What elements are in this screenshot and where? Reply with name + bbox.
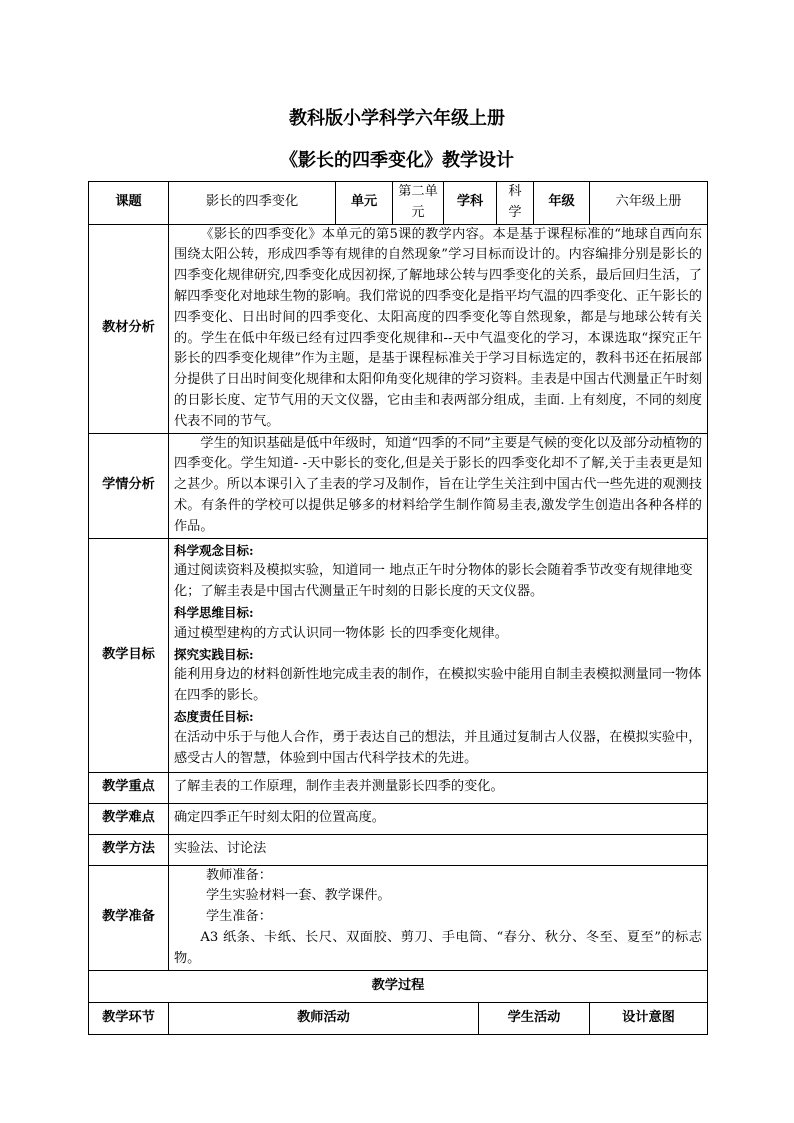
- goal-text: 在活动中乐于与他人合作，勇于表达自己的想法，并且通过复制古人仪器，在模拟实验中，感受古人的智慧，体验到中国古代科学技术的先进。: [174, 729, 702, 766]
- learner-analysis-label: 学情分析: [89, 433, 169, 538]
- subject-label: 学科: [444, 182, 497, 225]
- process-col-stage: 教学环节: [89, 1002, 169, 1034]
- key-point-text: 了解圭表的工作原理，制作圭表并测量影长四季的变化。: [169, 772, 708, 803]
- process-col-teacher: 教师活动: [169, 1002, 479, 1034]
- method-text: 实验法、讨论法: [169, 834, 708, 865]
- difficulty-label: 教学难点: [89, 803, 169, 834]
- key-point-row: [89, 772, 708, 803]
- grade-value: 六年级上册: [590, 182, 708, 225]
- goal-heading: 态度责任目标:: [174, 709, 254, 725]
- teacher-prep-heading: 教师准备：: [206, 867, 272, 883]
- grade-label: 年级: [534, 182, 590, 225]
- process-col-intent: 设计意图: [590, 1002, 708, 1034]
- difficulty-text: 确定四季正午时刻太阳的位置高度。: [169, 803, 708, 834]
- document-title: 教科版小学科学六年级上册: [289, 108, 505, 129]
- goal-heading: 科学观念目标:: [174, 542, 254, 558]
- goal-text: 能利用身边的材料创新性地完成圭表的制作，在模拟实验中能用自制圭表模拟测量同一物体在四季的影长。: [174, 667, 702, 704]
- goal-heading: 探究实践目标:: [174, 646, 254, 662]
- lesson-plan-table: [88, 181, 708, 1035]
- teaching-goals-content: [169, 538, 708, 772]
- document-subtitle: 《影长的四季变化》教学设计: [280, 150, 514, 171]
- unit-label: 单元: [336, 182, 393, 225]
- subject-value: 科学: [497, 182, 534, 225]
- student-prep-text: A3 纸条、卡纸、长尺、双面胶、剪刀、手电筒、“春分、秋分、冬至、夏至”的标志物。: [174, 929, 702, 966]
- learner-analysis-text: 学生的知识基础是低中年级时，知道“四季的不同”主要是气候的变化以及部分动植物的四季变化。学生知道- -天中影长的变化,但是关于影长的四季变化却不了解,关于圭表更是知之甚少。所以本课引入了圭表的学习及制作，旨在让学生关注到中国古代一些先进的观测技术。有条件的学校可以提供足够多的材料给学生制作简易圭表,激发学生创造出各种各样的作品。: [169, 433, 708, 538]
- process-title-row: [89, 970, 708, 1002]
- info-row: [89, 182, 708, 225]
- material-analysis-text: 《影长的四季变化》本单元的第5课的教学内容。本是基于课程标准的“地球自西向东围绕太阳公转，形成四季等有规律的自然现象”学习目标而设计的。内容编排分别是影长的四季变化规律研究,四季变化成因初探,了解地球公转与四季变化的关系，最后回归生活，了解四季变化对地球生物的影响。我们常说的四季变化是指平均气温的四季变化、正午影长的四季变化、日出时间的四季变化、太阳高度的四季变化等自然现象，都是与地球公转有关的。学生在低中年级已经有过四季变化规律和--天中气温变化的学习，本课选取“探究正午影长的四季变化规律”作为主题，是基于课程标准关于学习目标选定的，教科书还在拓展部分提供了日出时间变化规律和太阳仰角变化规律的学习资料。圭表是中国古代测量正午时刻的日影长度、定节气用的天文仪器，它由圭和表两部分组成，圭面. 上有刻度，不同的刻度代表不同的节气。: [169, 224, 708, 433]
- method-row: [89, 834, 708, 865]
- unit-value: 第二单元: [393, 182, 444, 225]
- process-title: 教学过程: [89, 970, 708, 1002]
- preparation-label: 教学准备: [89, 865, 169, 970]
- material-analysis-row: [89, 224, 708, 433]
- teaching-goals-row: [89, 538, 708, 772]
- preparation-row: [89, 865, 708, 970]
- preparation-content: [169, 865, 708, 970]
- difficulty-row: [89, 803, 708, 834]
- teacher-prep-text: 学生实验材料一套、教学课件。: [206, 888, 391, 904]
- material-analysis-label: 教材分析: [89, 224, 169, 433]
- teaching-goals-label: 教学目标: [89, 538, 169, 772]
- student-prep-heading: 学生准备：: [206, 909, 272, 925]
- topic-value: 影长的四季变化: [169, 182, 336, 225]
- process-col-student: 学生活动: [479, 1002, 590, 1034]
- goal-text: 通过模型建构的方式认识同一物体影 长的四季变化规律。: [174, 625, 508, 641]
- learner-analysis-row: [89, 433, 708, 538]
- goal-text: 通过阅读资料及模拟实验，知道同一 地点正午时分物体的影长会随着季节改变有规律地变化；了解圭表是中国古代测量正午时刻的日影长度的天文仪器。: [174, 563, 693, 600]
- key-point-label: 教学重点: [89, 772, 169, 803]
- method-label: 教学方法: [89, 834, 169, 865]
- topic-label: 课题: [89, 182, 169, 225]
- process-header-row: [89, 1002, 708, 1034]
- goal-heading: 科学思维目标:: [174, 605, 254, 621]
